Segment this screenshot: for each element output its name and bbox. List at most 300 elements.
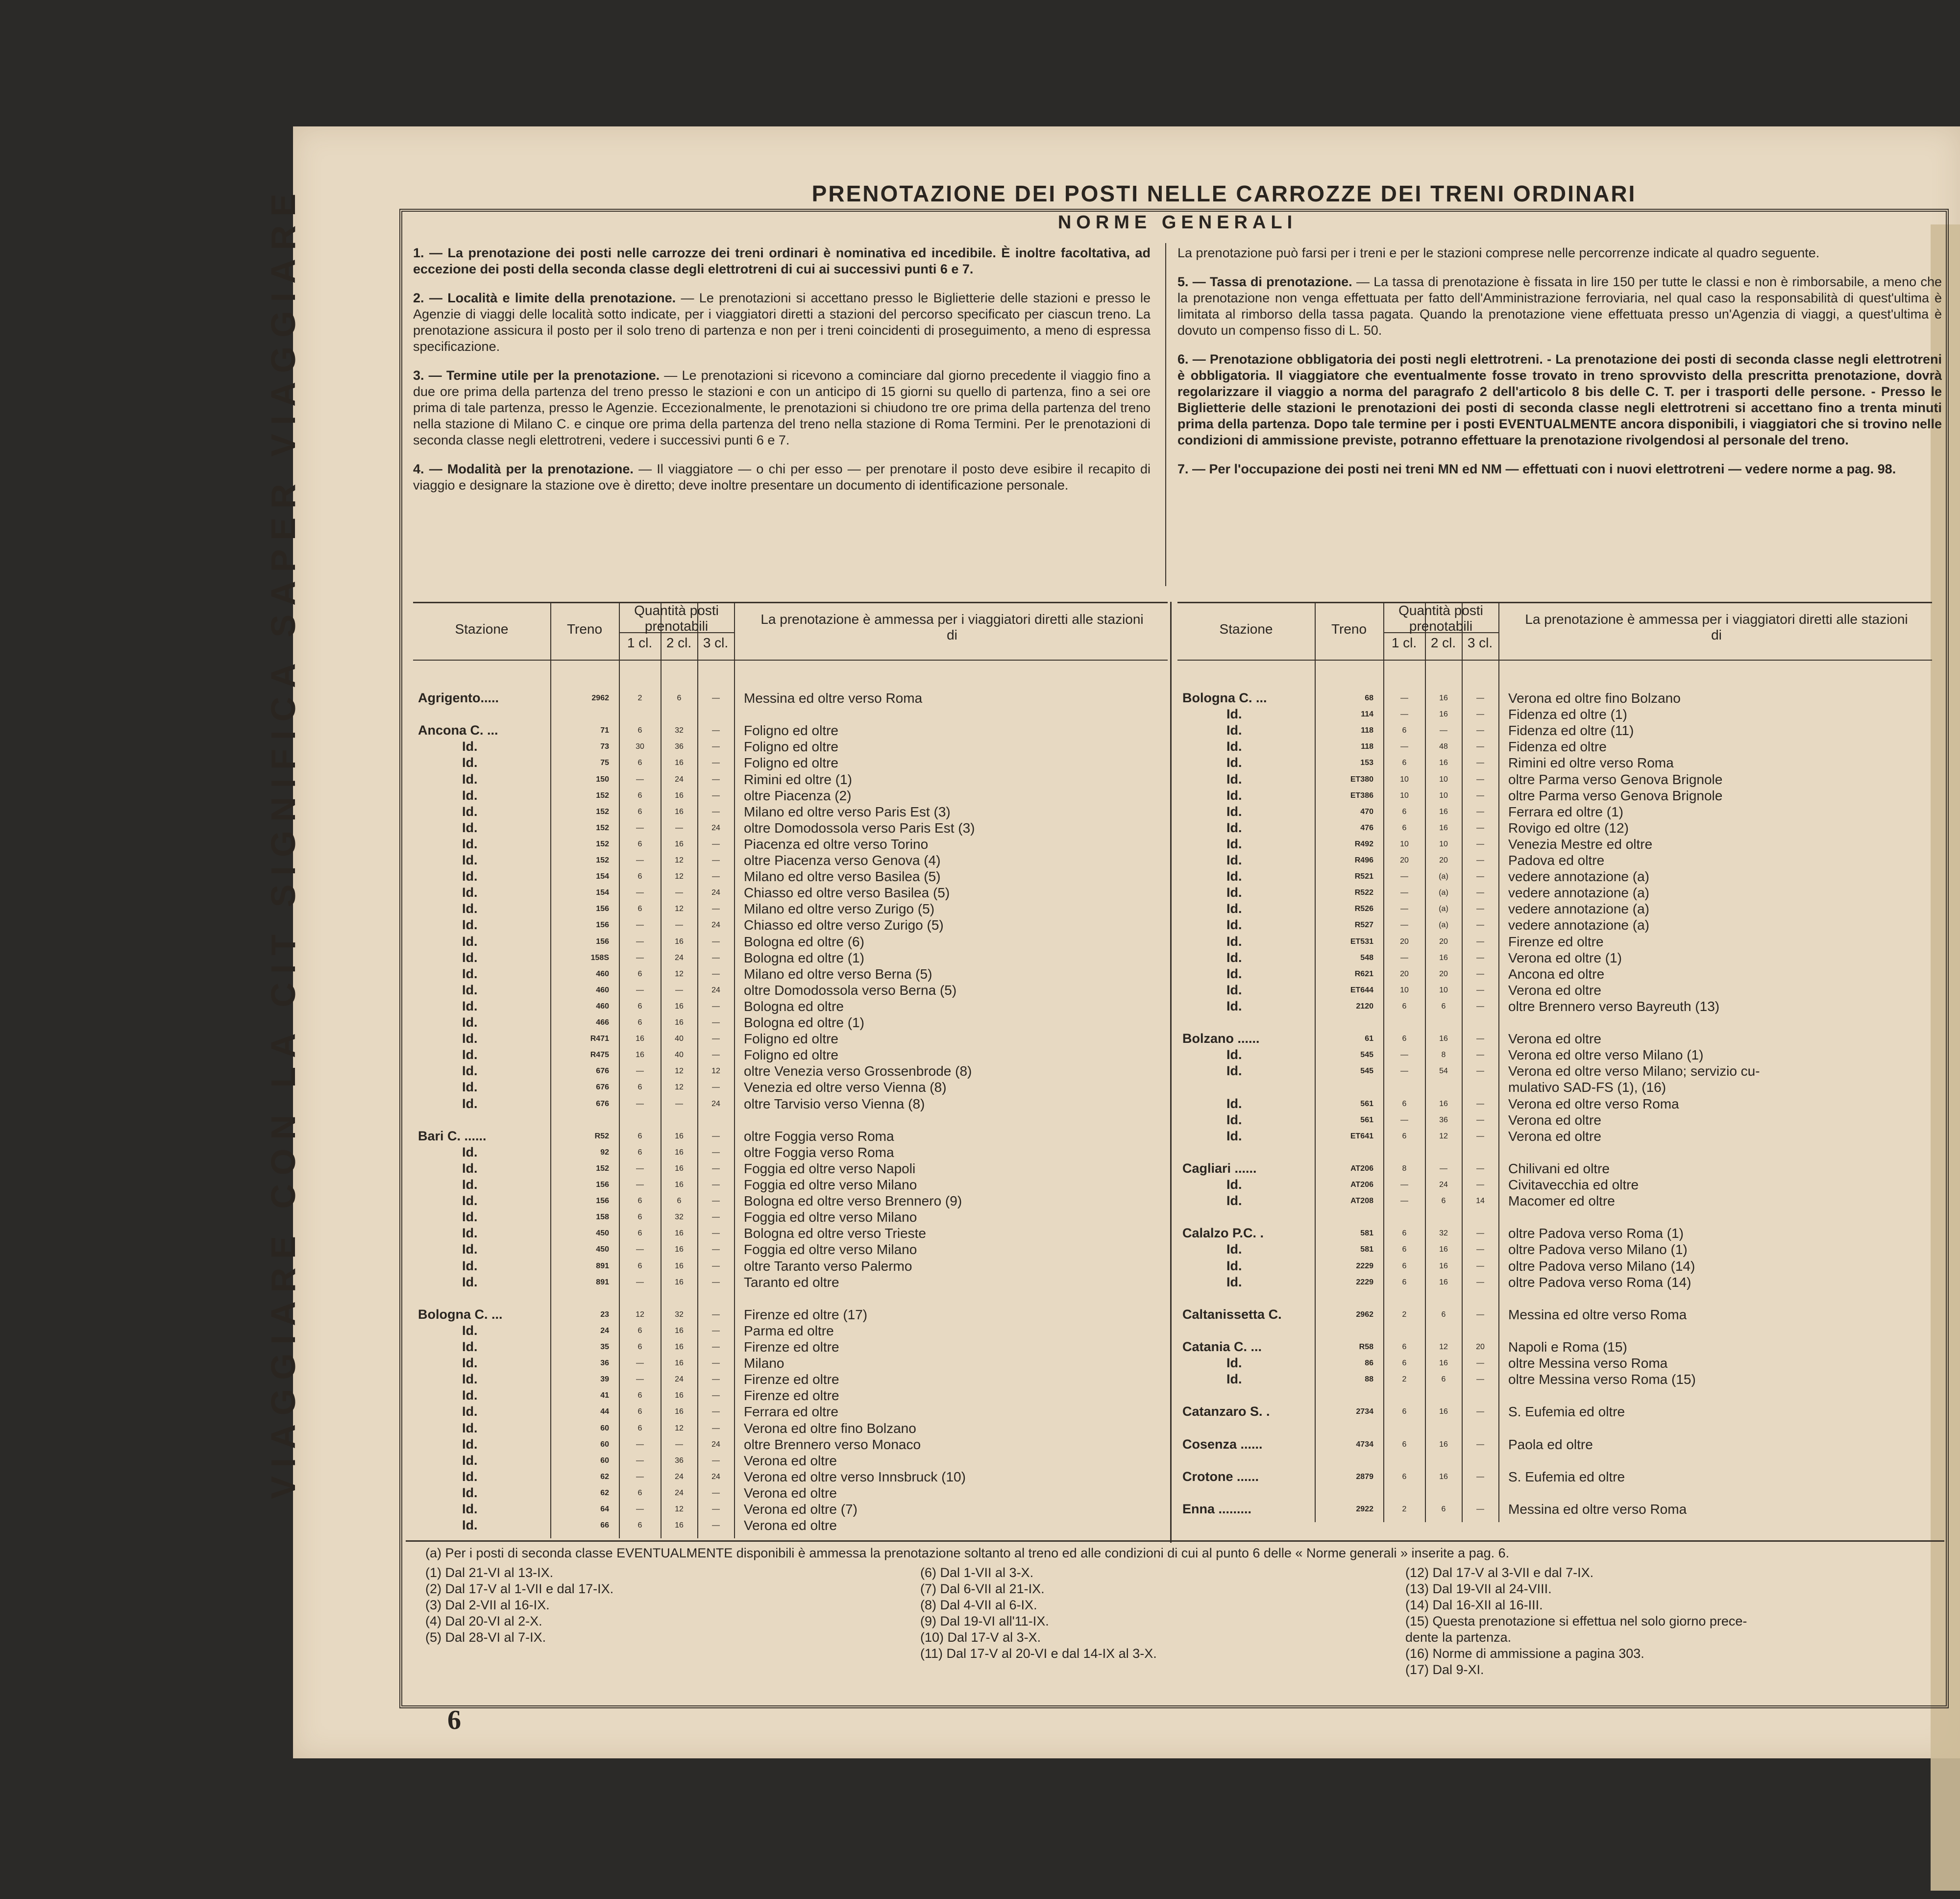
station-name: Id.	[1226, 820, 1242, 835]
seats-class-3: 24	[711, 823, 720, 832]
seats-class-2: 16	[1439, 1099, 1448, 1108]
station-name: Id.	[1226, 836, 1242, 851]
header-station: Stazione	[1219, 621, 1273, 637]
train-number: 2229	[1356, 1261, 1373, 1270]
seats-class-1: —	[1400, 905, 1408, 913]
table-row	[413, 1469, 1168, 1485]
seats-class-2: 16	[1439, 1035, 1448, 1043]
seats-class-2: 16	[1439, 759, 1448, 767]
station-name: Id.	[462, 820, 478, 835]
seats-class-1: 6	[637, 1488, 642, 1497]
station-name: Caltanissetta C.	[1182, 1307, 1282, 1322]
table-row	[1177, 1307, 1932, 1323]
rule-lead: 6. — Prenotazione obbligatoria dei posti negli elettrotreni. - La prenotazione dei posti di seconda classe negli elettrotreni è obbligatoria. Il viaggiatore che eventualmente fosse trovato in treno sprovvisto della prescritta prenotazione, dovrà regolarizzare il viaggio a norma del paragrafo 2 dell'articolo 8 bis delle C. T. per i trasporti delle persone. - Presso le Biglietterie delle stazioni le prenotazioni dei posti di seconda classe negli elettrotreni si accettano fino a trenta minuti prima della partenza. Dopo tale termine per i posti EVENTUALMENTE ancora disponibili, i viaggiatori che si trovino nelle condizioni di ammissione previste, potranno effettuare la prenotazione rivolgendosi al personale del treno.	[1177, 352, 1942, 447]
station-name: Id.	[1226, 1063, 1242, 1079]
train-number: 156	[596, 1181, 609, 1189]
seats-class-2: 12	[1439, 1343, 1448, 1351]
train-number: 62	[600, 1488, 609, 1497]
seats-class-3: —	[712, 1132, 720, 1140]
station-name: Id.	[1226, 1258, 1242, 1273]
station-name: Id.	[1226, 1274, 1242, 1289]
seats-class-1: 6	[637, 759, 642, 767]
train-number: 156	[596, 937, 609, 946]
table-row	[1177, 998, 1932, 1014]
station-name: Id.	[1226, 982, 1242, 997]
destination: Venezia ed oltre verso Vienna (8)	[744, 1080, 947, 1095]
train-number: 561	[1360, 1099, 1373, 1108]
seats-class-3: —	[712, 856, 720, 864]
table-rule	[1177, 602, 1932, 603]
train-number: 460	[596, 1002, 609, 1011]
train-number: 581	[1360, 1229, 1373, 1238]
train-number: 676	[596, 1099, 609, 1108]
seats-class-1: —	[636, 1099, 644, 1108]
seats-class-2: —	[675, 823, 683, 832]
table-row	[1177, 1501, 1932, 1517]
destination: Messina ed oltre verso Roma	[744, 691, 923, 706]
station-name: Id.	[1226, 755, 1242, 770]
destination: Verona ed oltre	[1508, 1031, 1601, 1047]
station-name: Id.	[1226, 1356, 1242, 1371]
destination: Ferrara ed oltre	[744, 1404, 838, 1420]
table-row	[413, 1339, 1168, 1355]
seats-class-3: 24	[711, 1440, 720, 1449]
station-name: Bari C. ......	[418, 1128, 487, 1143]
train-number: 152	[596, 807, 609, 816]
table-row	[413, 1209, 1168, 1225]
seats-class-1: —	[1400, 1051, 1408, 1060]
seats-class-2: 16	[675, 1521, 684, 1530]
seats-class-1: 6	[637, 839, 642, 848]
train-number: ET644	[1350, 986, 1373, 994]
seats-class-3: —	[712, 905, 720, 913]
station-name: Id.	[462, 739, 478, 754]
seats-class-3: —	[1476, 1440, 1484, 1449]
footnote: (5) Dal 28-VI al 7-IX.	[425, 1630, 546, 1645]
seats-class-1: 6	[637, 969, 642, 978]
table-row	[413, 1258, 1168, 1274]
destination: Milano ed oltre verso Paris Est (3)	[744, 804, 951, 819]
seats-class-3: —	[1476, 1278, 1484, 1286]
seats-class-1: 6	[637, 872, 642, 881]
header-destination: La prenotazione è ammessa per i viaggiatori diretti alle stazioni di	[1525, 612, 1908, 642]
station-name: Id.	[462, 1339, 478, 1354]
seats-class-3: —	[1476, 807, 1484, 816]
destination: Verona ed oltre	[744, 1453, 837, 1468]
destination: Milano	[744, 1356, 784, 1371]
train-number: 75	[600, 759, 609, 767]
train-number: 470	[1360, 807, 1373, 816]
seats-class-1: —	[636, 775, 644, 784]
destination: Verona ed oltre fino Bolzano	[1508, 691, 1681, 706]
destination: Civitavecchia ed oltre	[1508, 1177, 1639, 1192]
seats-class-1: 6	[637, 1229, 642, 1238]
table-row	[413, 1112, 1168, 1128]
table-row	[1177, 1404, 1932, 1420]
station-name: Id.	[462, 982, 478, 997]
seats-class-2: 12	[675, 905, 684, 913]
seats-class-2: 16	[1439, 694, 1448, 702]
seats-class-1: 2	[1402, 1310, 1407, 1319]
station-name: Id.	[462, 788, 478, 803]
seats-class-2: 16	[675, 1018, 684, 1027]
train-number: R621	[1354, 969, 1373, 978]
destination: oltre Padova verso Milano (14)	[1508, 1258, 1695, 1274]
station-name: Id.	[462, 771, 478, 787]
seats-class-1: 6	[637, 726, 642, 735]
table-row	[413, 950, 1168, 966]
seats-class-2: 16	[1439, 1359, 1448, 1368]
note-a: (a) Per i posti di seconda classe EVENTUALMENTE disponibili è ammessa la prenotazione soltanto al treno ed alle condizioni di cui al punto 6 delle « Norme generali » inserite a pag. 6.	[425, 1546, 1510, 1560]
seats-class-1: 6	[637, 1424, 642, 1432]
footnote: (11) Dal 17-V al 20-VI e dal 14-IX al 3-X.	[920, 1646, 1157, 1661]
destination: Fidenza ed oltre	[1508, 739, 1607, 755]
station-name: Id.	[462, 1258, 478, 1273]
seats-class-1: —	[636, 1278, 644, 1286]
destination: Foligno ed oltre	[744, 1031, 839, 1047]
seats-class-3: —	[712, 791, 720, 800]
table-row	[1177, 1128, 1932, 1144]
destination: vedere annotazione (a)	[1508, 917, 1649, 933]
footnote: (14) Dal 16-XII al 16-III.	[1405, 1598, 1543, 1612]
table-row	[413, 1031, 1168, 1047]
header-class-2: 2 cl.	[1430, 635, 1456, 650]
table-row	[413, 885, 1168, 901]
destination: Bologna ed oltre verso Trieste	[744, 1226, 926, 1241]
seats-class-1: 30	[636, 742, 644, 751]
seats-class-3: —	[712, 1148, 720, 1157]
destination: Verona ed oltre	[744, 1518, 837, 1533]
seats-class-3: —	[1476, 905, 1484, 913]
seats-class-2: 6	[1441, 1197, 1446, 1206]
train-number: 64	[600, 1505, 609, 1513]
seats-class-1: 6	[1402, 807, 1407, 816]
train-number: 2962	[1356, 1310, 1373, 1319]
seats-class-2: 12	[675, 1505, 684, 1513]
destination: Bologna ed oltre	[744, 998, 844, 1014]
seats-class-1: 6	[637, 1213, 642, 1222]
seats-class-3: —	[1476, 921, 1484, 930]
seats-class-1: 6	[1402, 1099, 1407, 1108]
seats-class-1: —	[636, 1375, 644, 1384]
seats-class-3: —	[712, 807, 720, 816]
seats-class-3: —	[712, 1359, 720, 1368]
destination: Milano ed oltre verso Berna (5)	[744, 966, 932, 982]
destination: Rovigo ed oltre (12)	[1508, 820, 1629, 836]
seats-class-3: 20	[1476, 1343, 1485, 1351]
table-row	[413, 1290, 1168, 1307]
seats-class-1: 6	[1402, 1035, 1407, 1043]
seats-class-3: —	[1476, 969, 1484, 978]
station-name: Id.	[462, 1209, 478, 1225]
seats-class-2: 16	[675, 1343, 684, 1351]
seats-class-2: 32	[1439, 1229, 1448, 1238]
train-number: 450	[596, 1245, 609, 1254]
table-row	[1177, 1014, 1932, 1031]
train-number: 35	[600, 1343, 609, 1351]
station-name: Id.	[462, 1080, 478, 1095]
station-name: Id.	[1226, 950, 1242, 965]
train-number: 676	[596, 1067, 609, 1076]
header-station: Stazione	[455, 621, 509, 637]
seats-class-2: 12	[675, 1083, 684, 1092]
station-name: Crotone ......	[1182, 1469, 1259, 1484]
seats-class-2: 16	[675, 1245, 684, 1254]
table-row	[1177, 1274, 1932, 1290]
seats-class-2: 16	[1439, 1472, 1448, 1481]
table-row	[1177, 1193, 1932, 1209]
table-rule	[413, 660, 1168, 661]
seats-class-3: —	[712, 1391, 720, 1400]
seats-class-1: 6	[637, 1343, 642, 1351]
table-row	[1177, 1031, 1932, 1047]
seats-class-2: (a)	[1439, 872, 1448, 881]
train-number: 2922	[1356, 1505, 1373, 1513]
seats-class-1: 6	[1402, 1132, 1407, 1140]
seats-class-3: —	[1476, 1261, 1484, 1270]
train-number: 891	[596, 1278, 609, 1286]
seats-class-3: —	[712, 969, 720, 978]
seats-class-3: —	[1476, 1181, 1484, 1189]
train-number: 476	[1360, 823, 1373, 832]
station-name: Id.	[462, 1193, 478, 1208]
seats-class-1: —	[636, 937, 644, 946]
station-name: Id.	[462, 1047, 478, 1062]
seats-class-1: 6	[1402, 726, 1407, 735]
station-name: Id.	[462, 1356, 478, 1371]
seats-class-1: —	[1400, 1115, 1408, 1124]
seats-class-1: —	[636, 986, 644, 994]
table-row	[413, 1355, 1168, 1371]
destination: Chiasso ed oltre verso Zurigo (5)	[744, 917, 944, 933]
seats-class-2: 20	[1439, 937, 1448, 946]
seats-class-1: 20	[1400, 856, 1409, 864]
seats-class-2: 16	[1439, 1407, 1448, 1416]
station-name: Id.	[1226, 739, 1242, 754]
seats-class-2: 16	[675, 839, 684, 848]
seats-class-1: 6	[637, 1521, 642, 1530]
table-row	[413, 901, 1168, 917]
table-row	[413, 1420, 1168, 1436]
station-name: Agrigento.....	[418, 691, 499, 705]
station-name: Id.	[462, 934, 478, 949]
destination: vedere annotazione (a)	[1508, 869, 1649, 885]
station-name: Id.	[462, 853, 478, 867]
header-class-3: 3 cl.	[1467, 635, 1493, 650]
destination: Foligno ed oltre	[744, 723, 839, 739]
header-quantity: Quantità posti prenotabili	[1398, 603, 1483, 634]
train-number: R527	[1354, 921, 1373, 930]
footnotes-col-2	[920, 1565, 1157, 1662]
station-name: Id.	[1226, 707, 1242, 722]
station-name: Id.	[462, 1453, 478, 1468]
table-row	[413, 1307, 1168, 1323]
station-name: Id.	[462, 1144, 478, 1159]
seats-class-1: —	[1400, 953, 1408, 962]
table-row	[413, 1177, 1168, 1193]
station-name: Id.	[1226, 917, 1242, 933]
seats-class-2: 20	[1439, 856, 1448, 864]
station-name: Id.	[462, 1323, 478, 1338]
table-row	[413, 820, 1168, 836]
tables-divider	[1170, 602, 1172, 1543]
destination: Chiasso ed oltre verso Basilea (5)	[744, 885, 950, 901]
station-name: Id.	[462, 804, 478, 819]
seats-class-3: —	[1476, 1359, 1484, 1368]
train-number: 88	[1365, 1375, 1373, 1384]
destination: Verona ed oltre verso Roma	[1508, 1096, 1679, 1111]
seats-class-1: —	[1400, 1197, 1408, 1206]
header-class-1: 1 cl.	[1391, 635, 1417, 650]
seats-class-2: 16	[675, 1002, 684, 1011]
rules-divider	[1165, 243, 1166, 586]
seats-class-2: 36	[1439, 1115, 1448, 1124]
seats-class-2: 24	[675, 1375, 684, 1384]
rule-paragraph	[413, 461, 1151, 493]
seats-class-1: 20	[1400, 937, 1409, 946]
seats-class-3: —	[1476, 1099, 1484, 1108]
seats-class-2: 24	[675, 775, 684, 784]
page-title: PRENOTAZIONE DEI POSTI NELLE CARROZZE DEI TRENI ORDINARI	[811, 181, 1637, 206]
train-number: R471	[590, 1035, 609, 1043]
table-row	[413, 788, 1168, 804]
station-name: Id.	[462, 901, 478, 916]
seats-class-1: 10	[1400, 839, 1409, 848]
seats-class-1: 6	[1402, 1343, 1407, 1351]
station-name: Id.	[462, 1160, 478, 1176]
table-rule	[413, 602, 1168, 603]
destination: Venezia Mestre ed oltre	[1508, 836, 1653, 852]
table-row	[1177, 868, 1932, 885]
table-row	[1177, 1258, 1932, 1274]
rule-paragraph	[1177, 274, 1942, 339]
station-name: Id.	[462, 869, 478, 884]
rule-paragraph	[413, 290, 1151, 355]
table-row	[1177, 804, 1932, 820]
station-name: Id.	[1226, 1372, 1242, 1387]
seats-class-3: —	[712, 1407, 720, 1416]
train-number: 152	[596, 791, 609, 800]
destination: Firenze ed oltre	[744, 1372, 839, 1387]
seats-class-3: —	[1476, 1164, 1484, 1173]
train-number: 23	[600, 1310, 609, 1319]
seats-class-3: —	[1476, 1245, 1484, 1254]
station-name: Id.	[462, 917, 478, 933]
seats-class-1: 6	[1402, 1002, 1407, 1011]
table-row	[413, 739, 1168, 755]
seats-class-3: —	[712, 1002, 720, 1011]
seats-class-2: 48	[1439, 742, 1448, 751]
station-name: Id.	[462, 1372, 478, 1387]
seats-class-3: —	[712, 1278, 720, 1286]
train-number: 68	[1365, 694, 1373, 702]
station-name: Id.	[462, 950, 478, 965]
train-number: 545	[1360, 1067, 1373, 1076]
seats-class-1: 10	[1400, 791, 1409, 800]
station-name: Id.	[1226, 934, 1242, 949]
table-row	[1177, 755, 1932, 771]
train-number: R58	[1359, 1343, 1373, 1351]
seats-class-3: —	[1476, 953, 1484, 962]
train-number: R496	[1354, 856, 1373, 864]
seats-class-3: —	[1476, 823, 1484, 832]
seats-class-1: 6	[637, 1407, 642, 1416]
table-row	[413, 1517, 1168, 1533]
table-row	[413, 1387, 1168, 1404]
train-number: 61	[1365, 1035, 1373, 1043]
table-row	[413, 1485, 1168, 1501]
seats-class-2: 16	[675, 1164, 684, 1173]
destination: Foggia ed oltre verso Milano	[744, 1242, 917, 1258]
destination: Verona ed oltre	[1508, 1128, 1601, 1144]
seats-class-2: 16	[675, 1261, 684, 1270]
table-row	[413, 1274, 1168, 1290]
seats-class-3: 24	[711, 1472, 720, 1481]
train-number: ET531	[1350, 937, 1373, 946]
seats-class-3: —	[1476, 1035, 1484, 1043]
seats-class-2: 16	[675, 1359, 684, 1368]
station-name: Id.	[462, 1274, 478, 1289]
destination: Parma ed oltre	[744, 1323, 834, 1338]
seats-class-3: —	[1476, 726, 1484, 735]
seats-class-1: —	[636, 1164, 644, 1173]
table-row	[413, 868, 1168, 885]
seats-class-2: 24	[1439, 1181, 1448, 1189]
destination: Firenze ed oltre	[1508, 934, 1604, 949]
table-row	[1177, 1355, 1932, 1371]
rules-heading: NORME GENERALI	[1057, 212, 1298, 233]
seats-class-1: —	[1400, 872, 1408, 881]
destination: oltre Foggia verso Roma	[744, 1128, 894, 1144]
train-number: 2879	[1356, 1472, 1373, 1481]
seats-class-2: 12	[675, 872, 684, 881]
seats-class-1: 20	[1400, 969, 1409, 978]
station-name: Id.	[462, 1485, 478, 1500]
destination: oltre Domodossola verso Paris Est (3)	[744, 820, 975, 836]
station-name: Id.	[1226, 1047, 1242, 1062]
destination: oltre Padova verso Milano (1)	[1508, 1242, 1688, 1258]
seats-class-1: 16	[636, 1051, 644, 1060]
footnote: dente la partenza.	[1405, 1630, 1512, 1645]
seats-class-2: 24	[675, 953, 684, 962]
station-name: Id.	[1226, 998, 1242, 1013]
seats-class-3: —	[1476, 694, 1484, 702]
seats-class-3: —	[712, 1326, 720, 1335]
seats-class-3: —	[1476, 937, 1484, 946]
train-number: 60	[600, 1456, 609, 1465]
seats-class-3: —	[712, 1051, 720, 1060]
table-row	[1177, 1209, 1932, 1225]
train-number: 152	[596, 839, 609, 848]
seats-class-3: —	[1476, 1310, 1484, 1319]
destination: Taranto ed oltre	[744, 1274, 839, 1290]
train-number: R521	[1354, 872, 1373, 881]
table-row	[1177, 706, 1932, 722]
seats-class-1: 10	[1400, 775, 1409, 784]
seats-class-3: —	[712, 1456, 720, 1465]
table-row	[1177, 1160, 1932, 1177]
seats-class-2: 40	[675, 1051, 684, 1060]
destination: oltre Venezia verso Grossenbrode (8)	[744, 1063, 972, 1079]
table-row	[1177, 739, 1932, 755]
seats-class-1: 16	[636, 1035, 644, 1043]
seats-class-3: —	[1476, 888, 1484, 897]
destination: Firenze ed oltre	[744, 1339, 839, 1355]
footnotes-col-3	[1405, 1565, 1747, 1678]
seats-class-2: 16	[675, 807, 684, 816]
seats-class-3: 14	[1476, 1197, 1485, 1206]
destination: oltre Parma verso Genova Brignole	[1508, 788, 1723, 803]
